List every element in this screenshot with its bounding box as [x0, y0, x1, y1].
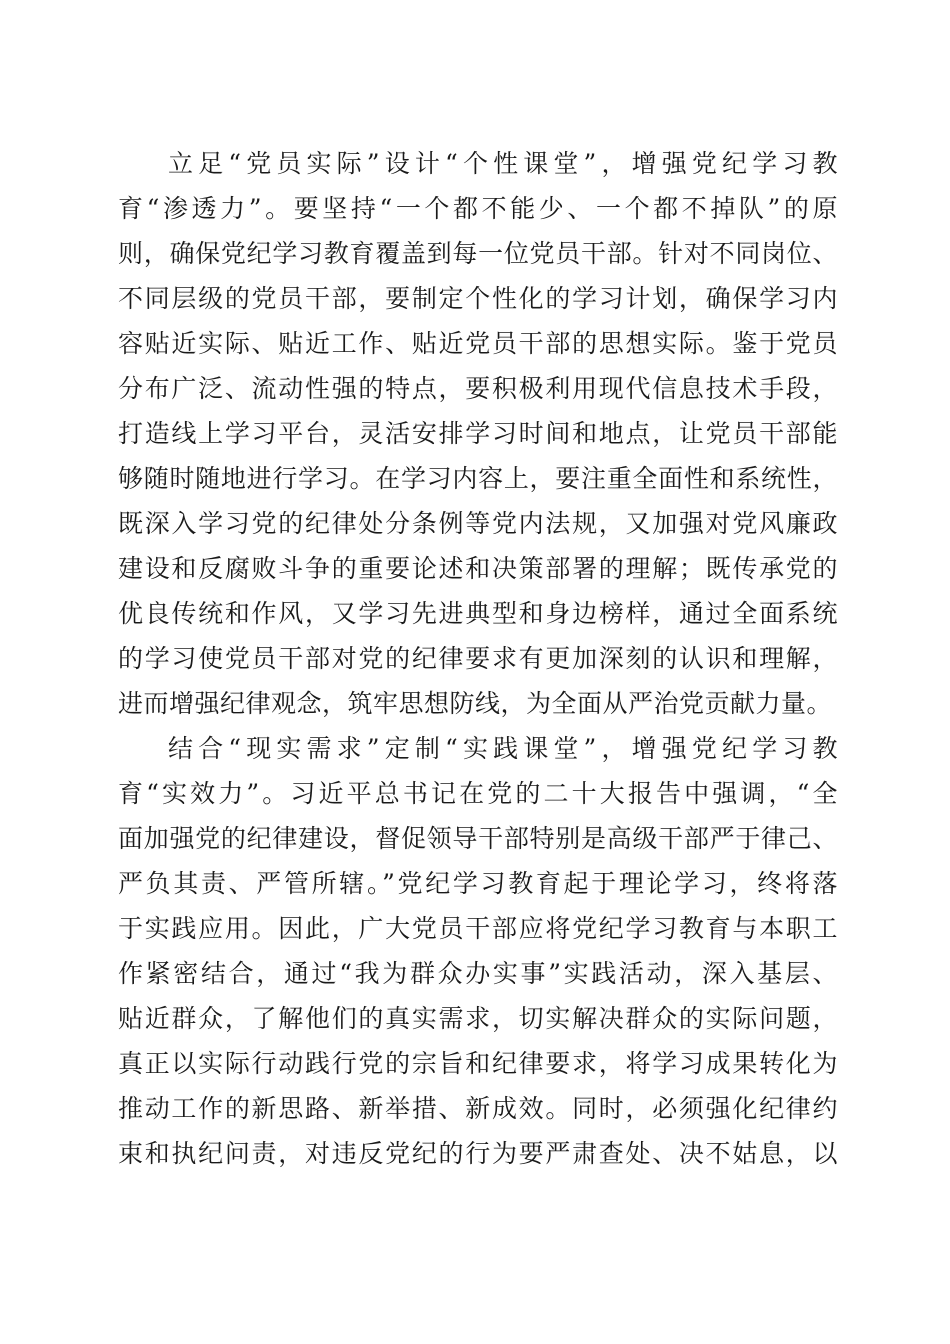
text-line: 于实践应用。因此，广大党员干部应将党纪学习教育与本职工: [118, 914, 838, 943]
text-line: 既深入学习党的纪律处分条例等党内法规，又加强对党风廉政: [118, 509, 838, 538]
text-line: 不同层级的党员干部，要制定个性化的学习计划，确保学习内: [118, 284, 838, 313]
text-line: 打造线上学习平台，灵活安排学习时间和地点，让党员干部能: [118, 419, 838, 448]
text-line: 优良传统和作风，又学习先进典型和身边榜样，通过全面系统: [118, 599, 838, 628]
text-line: 作紧密结合，通过“我为群众办实事”实践活动，深入基层、: [118, 959, 838, 988]
text-line: 够随时随地进行学习。在学习内容上，要注重全面性和系统性，: [118, 464, 838, 493]
text-line: 严负其责、严管所辖。”党纪学习教育起于理论学习，终将落: [118, 869, 838, 898]
document-body: [118, 141, 838, 1176]
text-line: 育“渗透力”。要坚持“一个都不能少、一个都不掉队”的原: [118, 194, 838, 223]
text-line: 结合“现实需求”定制“实践课堂”，增强党纪学习教: [168, 734, 838, 763]
text-line: 的学习使党员干部对党的纪律要求有更加深刻的认识和理解，: [118, 644, 838, 673]
paragraph-1: [118, 141, 838, 726]
text-line: 容贴近实际、贴近工作、贴近党员干部的思想实际。鉴于党员: [118, 329, 838, 358]
text-line: 贴近群众，了解他们的真实需求，切实解决群众的实际问题，: [118, 1004, 838, 1033]
text-line: 进而增强纪律观念，筑牢思想防线，为全面从严治党贡献力量。: [118, 689, 833, 718]
text-line: 建设和反腐败斗争的重要论述和决策部署的理解；既传承党的: [118, 554, 838, 583]
text-line: 束和执纪问责，对违反党纪的行为要严肃查处、决不姑息，以: [118, 1139, 838, 1168]
text-line: 面加强党的纪律建设，督促领导干部特别是高级干部严于律己、: [118, 824, 838, 853]
text-line: 则，确保党纪学习教育覆盖到每一位党员干部。针对不同岗位、: [118, 239, 838, 268]
text-line: 推动工作的新思路、新举措、新成效。同时，必须强化纪律约: [118, 1094, 838, 1123]
text-line: 真正以实际行动践行党的宗旨和纪律要求，将学习成果转化为: [118, 1049, 838, 1078]
text-line: 分布广泛、流动性强的特点，要积极利用现代信息技术手段，: [118, 374, 838, 403]
text-line: 育“实效力”。习近平总书记在党的二十大报告中强调，“全: [118, 779, 838, 808]
text-line: 立足“党员实际”设计“个性课堂”，增强党纪学习教: [168, 149, 838, 178]
paragraph-2: [118, 726, 838, 1176]
